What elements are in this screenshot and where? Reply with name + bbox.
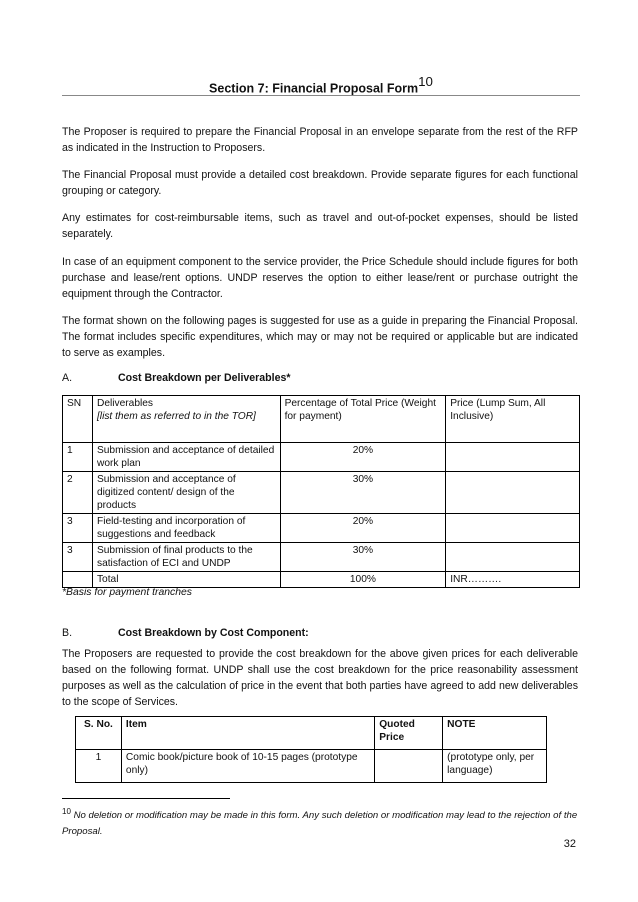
header-percentage: Percentage of Total Price (Weight for payment) <box>280 396 446 443</box>
table-row: 3 Field-testing and incorporation of suggestions and feedback 20% <box>63 514 580 543</box>
footnote-rule <box>62 798 230 799</box>
footnote <box>62 804 582 840</box>
paragraph-estimates: Any estimates for cost-reimbursable items, such as travel and out-of-pocket expenses, should be listed separately. <box>62 212 578 240</box>
paragraph-equipment: In case of an equipment component to the service provider, the Price Schedule should include figures for both purchase and lease/rent options. UNDP reserves the option to either lease/rent or purchase outright the equipment through the Contractor. <box>62 256 578 300</box>
total-label: Total <box>92 572 280 588</box>
table-row: 3 Submission of final products to the satisfaction of ECI and UNDP 30% <box>63 543 580 572</box>
header-quoted-price: Quoted Price <box>375 717 443 750</box>
section-b-title: Cost Breakdown by Cost Component: <box>118 627 309 639</box>
heading-rule <box>62 95 580 96</box>
table-row: 1 Submission and acceptance of detailed work plan 20% <box>63 443 580 472</box>
paragraph-format: The format shown on the following pages is suggested for use as a guide in preparing the Financial Proposal. The format includes specific expenditures, which may or may not be required or applicable but are indicated to serve as examples. <box>62 315 578 359</box>
header-price: Price (Lump Sum, All Inclusive) <box>446 396 580 443</box>
payment-basis-note: *Basis for payment tranches <box>62 587 192 598</box>
table-header-row <box>63 396 580 443</box>
table-header-row <box>76 717 547 750</box>
table-row: 2 Submission and acceptance of digitized content/ design of the products 30% <box>63 472 580 514</box>
table-total-row <box>63 572 580 588</box>
page-number: 32 <box>563 838 576 850</box>
header-sn: SN <box>63 396 93 443</box>
footnote-text: No deletion or modification may be made in this form. Any such deletion or modification may lead to the rejection of the Proposal. <box>62 810 578 838</box>
header-item: Item <box>121 717 374 750</box>
footnote-number: 10 <box>62 807 71 816</box>
total-price: INR………. <box>446 572 580 588</box>
section-title: Section 7: Financial Proposal Form <box>209 81 419 96</box>
paragraph-cost-breakdown: The Financial Proposal must provide a detailed cost breakdown. Provide separate figures for each functional grouping or category. <box>62 169 578 197</box>
footnote-reference: 10 <box>418 74 433 89</box>
table-row: 1 Comic book/picture book of 10-15 pages (prototype only) (prototype only, per language) <box>76 750 547 783</box>
paragraph-intro: The Proposer is required to prepare the Financial Proposal in an envelope separate from the rest of the RFP as indicated in the Instruction to Proposers. <box>62 126 578 154</box>
paragraph-cost-component: The Proposers are requested to provide the cost breakdown for the above given prices for each deliverable based on the following format. UNDP shall use the cost breakdown for the price reasonability assessment purposes as well as the calculation of price in the event that both parties have agreed to add new deliverables to the scope of Services. <box>62 648 578 708</box>
cost-component-table <box>75 716 547 783</box>
header-sno: S. No. <box>76 717 122 750</box>
section-a-letter: A. <box>62 372 73 384</box>
header-note: NOTE <box>443 717 547 750</box>
header-deliverables: Deliverables [list them as referred to in the TOR] <box>92 396 280 443</box>
section-b-letter: B. <box>62 627 73 639</box>
deliverables-table <box>62 395 580 588</box>
total-percentage: 100% <box>280 572 446 588</box>
section-a-title: Cost Breakdown per Deliverables* <box>118 372 291 384</box>
section-heading <box>62 74 580 97</box>
